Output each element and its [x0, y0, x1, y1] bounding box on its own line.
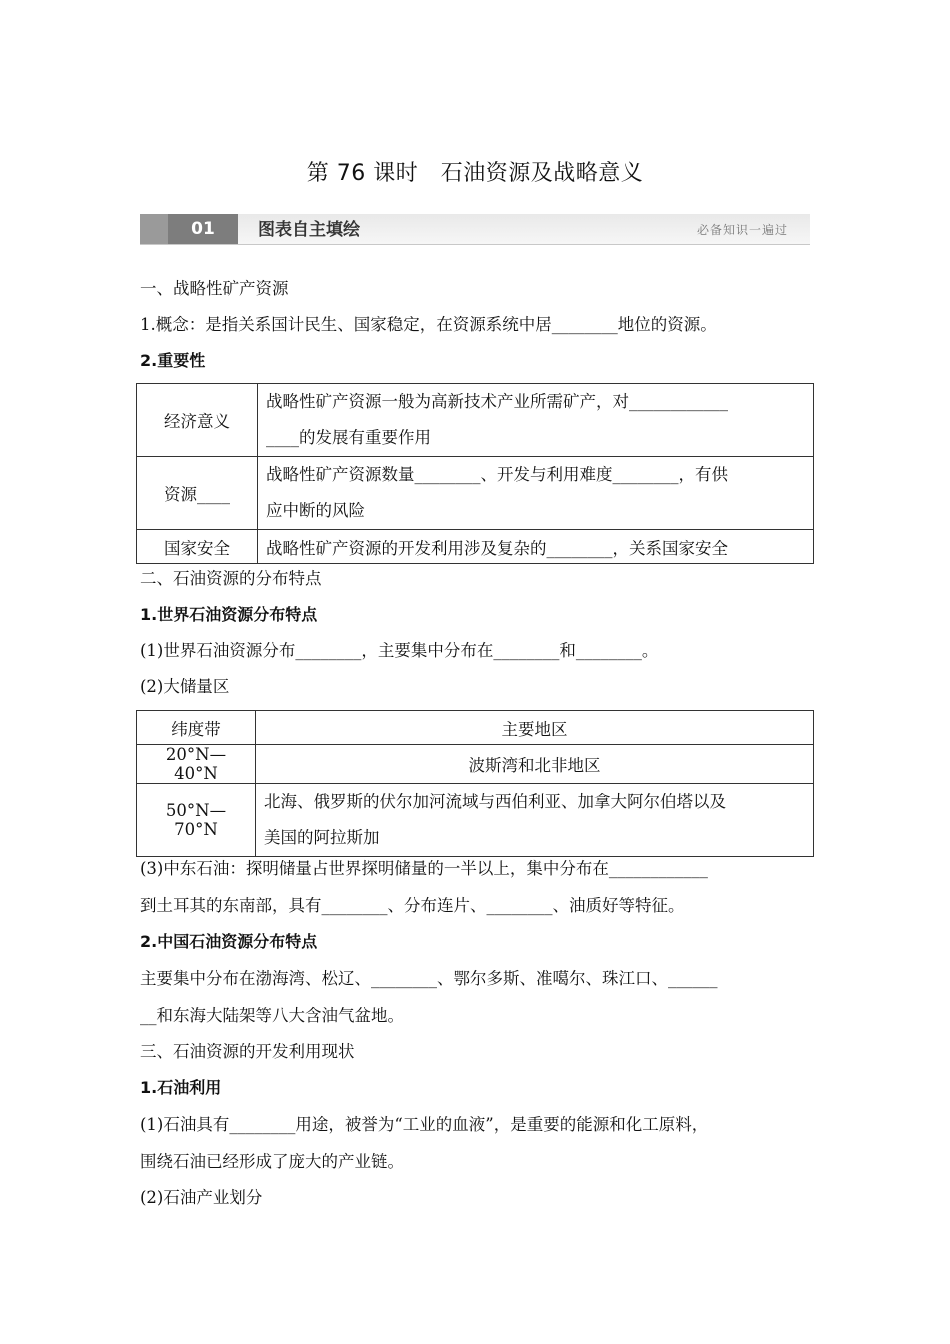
row-region-line: 北海、俄罗斯的伏尔加河流域与西伯利亚、加拿大阿尔伯塔以及 [264, 792, 726, 811]
importance-heading: 2.重要性 [140, 351, 206, 370]
importance-table [136, 383, 814, 564]
oil-use-heading: 1.石油利用 [140, 1078, 222, 1097]
row-text [258, 384, 814, 457]
table-row [137, 530, 814, 564]
row-latitude: 20°N—40°N [137, 745, 256, 784]
page-title: 第 76 课时 石油资源及战略意义 [306, 161, 644, 186]
row-region-line: 美国的阿拉斯加 [264, 828, 380, 847]
oil-industry-heading: (2)石油产业划分 [140, 1188, 263, 1207]
banner-number: 01 [168, 214, 238, 244]
section2-heading: 二、石油资源的分布特点 [140, 569, 322, 588]
banner-accent [140, 214, 168, 244]
table-row [137, 384, 814, 457]
oil-use-paragraph-line1: (1)石油具有________用途，被誉为“工业的血液”，是重要的能源和化工原料， [140, 1115, 709, 1134]
row-text-line: 战略性矿产资源数量________、开发与利用难度________，有供 [266, 465, 728, 484]
middle-east-paragraph-line1: (3)中东石油：探明储量占世界探明储量的一半以上，集中分布在____________ [140, 859, 708, 878]
world-heading: 1.世界石油资源分布特点 [140, 605, 318, 624]
table-row [137, 784, 814, 857]
table-row [137, 745, 814, 784]
row-text: 战略性矿产资源的开发利用涉及复杂的________，关系国家安全 [258, 530, 814, 564]
row-text-line: ____的发展有重要作用 [266, 428, 431, 447]
oil-use-paragraph-line2: 围绕石油已经形成了庞大的产业链。 [140, 1152, 404, 1171]
section-banner [140, 214, 810, 246]
china-paragraph-line1: 主要集中分布在渤海湾、松辽、________、鄂尔多斯、准噶尔、珠江口、______ [140, 969, 718, 988]
row-region [256, 784, 814, 857]
row-text [258, 457, 814, 530]
row-label: 资源____ [137, 457, 258, 530]
row-region: 波斯湾和北非地区 [256, 745, 814, 784]
row-text-line: 战略性矿产资源一般为高新技术产业所需矿产，对____________ [266, 392, 728, 411]
header-latitude: 纬度带 [137, 711, 256, 745]
header-region: 主要地区 [256, 711, 814, 745]
large-reserve-heading: (2)大储量区 [140, 677, 230, 696]
table-header-row [137, 711, 814, 745]
section3-heading: 三、石油资源的开发利用现状 [140, 1042, 355, 1061]
world-distribution-paragraph: (1)世界石油资源分布________，主要集中分布在________和________。 [140, 641, 659, 660]
row-text-line: 应中断的风险 [266, 501, 365, 520]
banner-label: 图表自主填绘 [258, 220, 360, 240]
row-latitude: 50°N—70°N [137, 784, 256, 857]
row-label: 经济意义 [137, 384, 258, 457]
concept-paragraph: 1.概念：是指关系国计民生、国家稳定，在资源系统中居________地位的资源。 [140, 315, 717, 334]
reserve-table [136, 710, 814, 857]
row-label: 国家安全 [137, 530, 258, 564]
china-heading: 2.中国石油资源分布特点 [140, 932, 318, 951]
middle-east-paragraph-line2: 到土耳其的东南部，具有________、分布连片、________、油质好等特征。 [140, 896, 685, 915]
banner-right-text: 必备知识一遍过 [696, 223, 788, 237]
section1-heading: 一、战略性矿产资源 [140, 279, 289, 298]
table-row [137, 457, 814, 530]
china-paragraph-line2: __和东海大陆架等八大含油气盆地。 [140, 1006, 404, 1025]
